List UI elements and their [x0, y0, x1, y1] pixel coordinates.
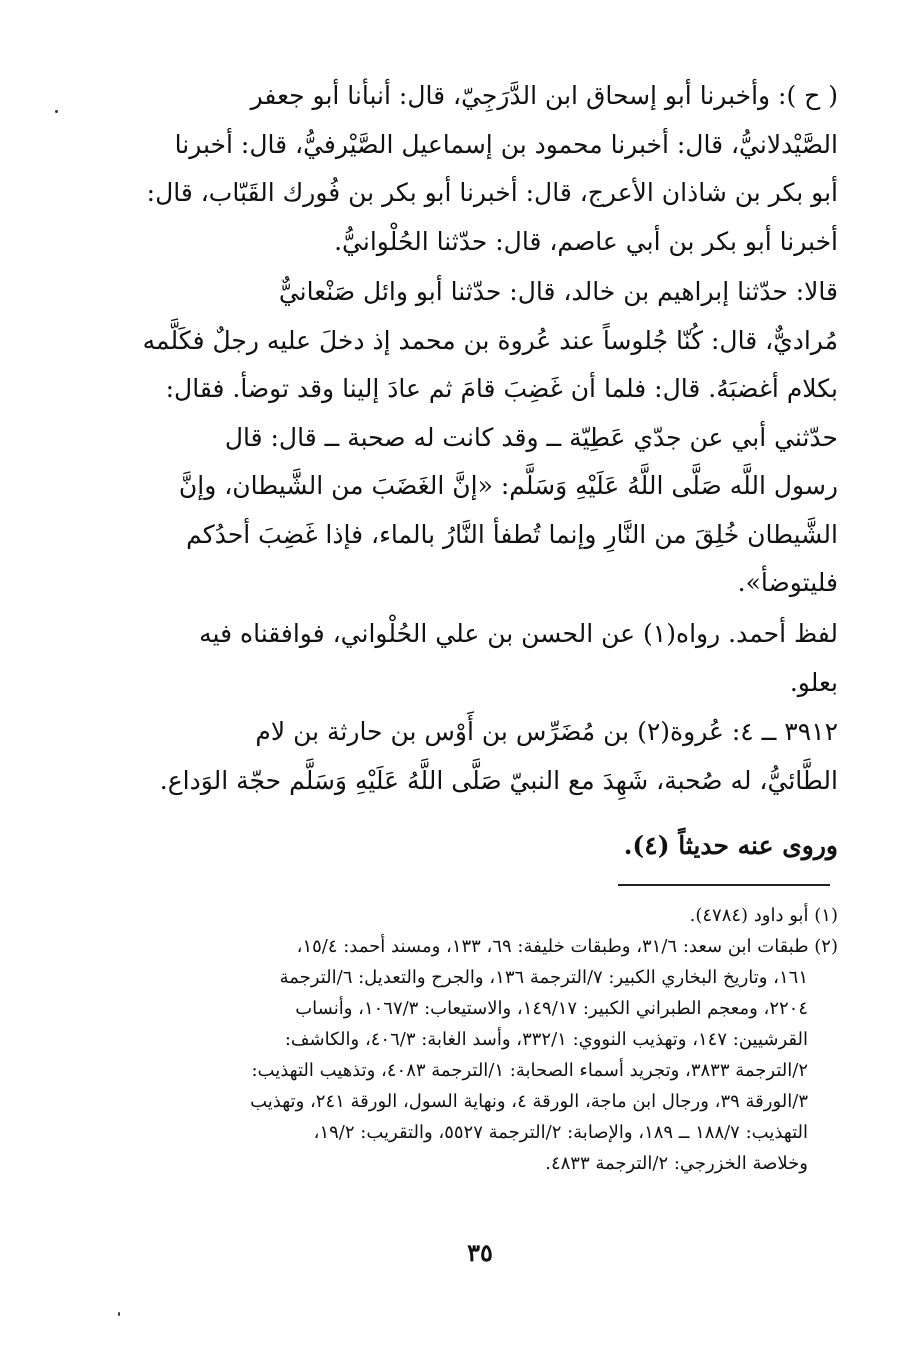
- footnote-2: (٢) طبقات ابن سعد: ٣١/٦، وطبقات خليفة: ٦٩، ١٣٣، ومسند أحمد: ١٥/٤،: [296, 936, 838, 957]
- scan-speck: [55, 110, 58, 113]
- footnote-line: التهذيب: ١٨٨/٧ ــ ١٨٩، والإصابة: ٢/الترجمة ٥٥٢٧، والتقريب: ١٩/٢،: [313, 1122, 808, 1143]
- footnote-line: ٣/الورقة ٣٩، ورجال ابن ماجة، الورقة ٤، ونهاية السول، الورقة ٢٤١، وتهذيب: [250, 1091, 808, 1112]
- text-line: رسول اللَّه صَلَّى اللَّهُ عَلَيْهِ وَسَلَّم: «إنَّ الغَضَبَ من الشَّيطان، وإنَّ: [178, 471, 838, 500]
- text-line: الطَّائيُّ، له صُحبة، شَهِدَ مع النبيّ صَلَّى اللَّهُ عَلَيْهِ وَسَلَّم حجّة الوَداع.: [159, 765, 838, 795]
- page-number: ٣٥: [467, 1238, 493, 1267]
- text-line: بكلام أغضبَهُ. قال: فلما أن غَضِبَ قامَ ثم عادَ إلينا وقد توضأ. فقال:: [165, 374, 838, 403]
- text-line: مُراديٌّ، قال: كُنّا جُلوساً عند عُروة بن محمد إذ دخلَ عليه رجلٌ فكَلَّمه: [142, 325, 838, 355]
- footnote-line: ٢/الترجمة ٣٨٣٣، وتجريد أسماء الصحابة: ١/الترجمة ٤٠٨٣، وتذهيب التهذيب:: [251, 1060, 808, 1081]
- text-line: بعلو.: [789, 667, 838, 697]
- paragraph-riwaya: [128, 610, 838, 707]
- scan-speck: [118, 1312, 120, 1316]
- text-line: حدّثني أبي عن جدّي عَطِيّة ــ وقد كانت له صحبة ــ قال: قال: [224, 422, 838, 452]
- paragraph-narration-note: [128, 822, 838, 871]
- footnote-line: ١٦١، وتاريخ البخاري الكبير: ٧/الترجمة ١٣٦، والجرح والتعديل: ٦/الترجمة: [279, 967, 808, 988]
- paragraph-hadith: [128, 268, 838, 608]
- text-line: ٣٩١٢ ــ ٤: عُروة(٢) بن مُضَرِّس بن أَوْس بن حارثة بن لام: [255, 717, 838, 746]
- paragraph-isnad: [128, 72, 838, 266]
- footnote-line: القرشيين: ١٤٧، وتهذيب النووي: ٣٣٢/١، وأسد الغابة: ٤٠٦/٣، والكاشف:: [284, 1029, 808, 1050]
- text-line: ( ح ): وأخبرنا أبو إسحاق ابن الدَّرَجِيّ، قال: أنبأنا أبو جعفر: [250, 81, 838, 110]
- text-line: وروى عنه حديثاً (٤).: [623, 831, 838, 860]
- text-line: قالا: حدّثنا إبراهيم بن خالد، قال: حدّثنا أبو وائل صَنْعانيٌّ: [278, 277, 838, 306]
- footnote-divider: [618, 884, 830, 886]
- text-line: الصَّيْدلانيُّ، قال: أخبرنا محمود بن إسماعيل الصَّيْرفيُّ، قال: أخبرنا: [174, 129, 838, 159]
- text-line: أبو بكر بن شاذان الأعرج، قال: أخبرنا أبو بكر بن فُورك القَبّاب، قال:: [146, 178, 838, 207]
- footnotes: [132, 900, 838, 1179]
- footnote-1: (١) أبو داود (٤٧٨٤).: [689, 905, 838, 926]
- footnote-line: ٢٢٠٤، ومعجم الطبراني الكبير: ١٤٩/١٧، والاستيعاب: ١٠٦٧/٣، وأنساب: [295, 998, 808, 1019]
- footnote-line: وخلاصة الخزرجي: ٢/الترجمة ٤٨٣٣.: [545, 1153, 808, 1174]
- text-line: الشَّيطان خُلِقَ من النَّارِ وإنما تُطفأ النَّارُ بالماء، فإذا غَضِبَ أحدُكم: [186, 519, 838, 549]
- text-line: لفظ أحمد. رواه(١) عن الحسن بن علي الحُلْواني، فوافقناه فيه: [199, 619, 838, 648]
- paragraph-entry-3912: [128, 708, 838, 805]
- text-line: أخبرنا أبو بكر بن أبي عاصم، قال: حدّثنا الحُلْوانيُّ.: [334, 226, 838, 256]
- text-line: فليتوضأ».: [737, 568, 838, 597]
